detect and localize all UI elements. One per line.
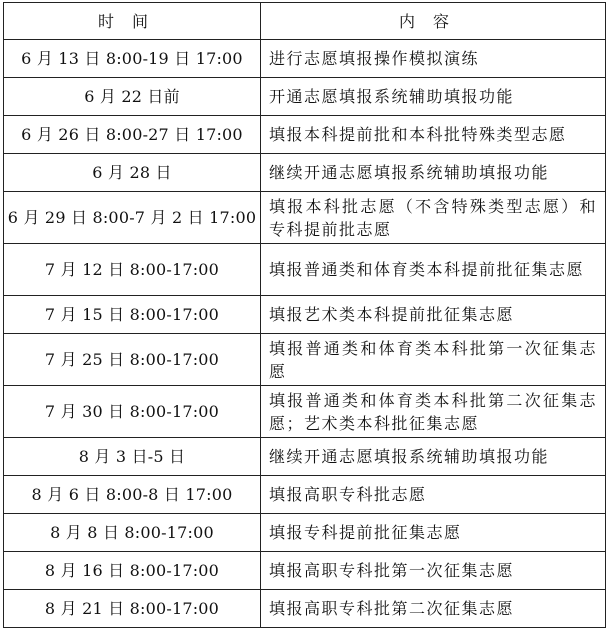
content-cell: 填报普通类和体育类本科提前批征集志愿 — [261, 244, 606, 296]
time-cell: 6 月 13 日 8:00-19 日 17:00 — [4, 40, 261, 78]
table-row — [4, 40, 606, 78]
content-column-header: 内容 — [261, 3, 606, 40]
table-row — [4, 590, 606, 628]
table-body — [4, 40, 606, 628]
content-cell: 填报高职专科批第一次征集志愿 — [261, 552, 606, 590]
content-cell: 填报艺术类本科提前批征集志愿 — [261, 296, 606, 334]
content-cell: 进行志愿填报操作模拟演练 — [261, 40, 606, 78]
content-cell: 填报高职专科批志愿 — [261, 476, 606, 514]
time-cell: 7 月 12 日 8:00-17:00 — [4, 244, 261, 296]
table-row — [4, 386, 606, 438]
time-cell: 6 月 26 日 8:00-27 日 17:00 — [4, 116, 261, 154]
table-row — [4, 552, 606, 590]
time-cell: 8 月 21 日 8:00-17:00 — [4, 590, 261, 628]
content-cell: 填报本科批志愿（不含特殊类型志愿）和专科提前批志愿 — [261, 192, 606, 244]
table-row — [4, 78, 606, 116]
table-row — [4, 244, 606, 296]
time-cell: 8 月 8 日 8:00-17:00 — [4, 514, 261, 552]
time-cell: 8 月 6 日 8:00-8 日 17:00 — [4, 476, 261, 514]
table-row — [4, 116, 606, 154]
schedule-table — [3, 2, 606, 628]
table-row — [4, 476, 606, 514]
table-header-row — [4, 3, 606, 40]
time-cell: 6 月 28 日 — [4, 154, 261, 192]
time-cell: 8 月 3 日-5 日 — [4, 438, 261, 476]
content-cell: 继续开通志愿填报系统辅助填报功能 — [261, 438, 606, 476]
time-cell: 7 月 15 日 8:00-17:00 — [4, 296, 261, 334]
table-row — [4, 154, 606, 192]
content-cell: 填报本科提前批和本科批特殊类型志愿 — [261, 116, 606, 154]
time-cell: 7 月 25 日 8:00-17:00 — [4, 334, 261, 386]
table-row — [4, 514, 606, 552]
time-column-header: 时间 — [4, 3, 261, 40]
content-cell: 填报普通类和体育类本科批第一次征集志愿 — [261, 334, 606, 386]
content-cell: 填报高职专科批第二次征集志愿 — [261, 590, 606, 628]
content-cell: 开通志愿填报系统辅助填报功能 — [261, 78, 606, 116]
table-row — [4, 334, 606, 386]
time-cell: 8 月 16 日 8:00-17:00 — [4, 552, 261, 590]
content-cell: 填报专科提前批征集志愿 — [261, 514, 606, 552]
table-row — [4, 296, 606, 334]
content-cell: 继续开通志愿填报系统辅助填报功能 — [261, 154, 606, 192]
time-cell: 6 月 29 日 8:00-7 月 2 日 17:00 — [4, 192, 261, 244]
table-row — [4, 192, 606, 244]
content-cell: 填报普通类和体育类本科批第二次征集志愿；艺术类本科批征集志愿 — [261, 386, 606, 438]
time-cell: 6 月 22 日前 — [4, 78, 261, 116]
table-row — [4, 438, 606, 476]
time-cell: 7 月 30 日 8:00-17:00 — [4, 386, 261, 438]
